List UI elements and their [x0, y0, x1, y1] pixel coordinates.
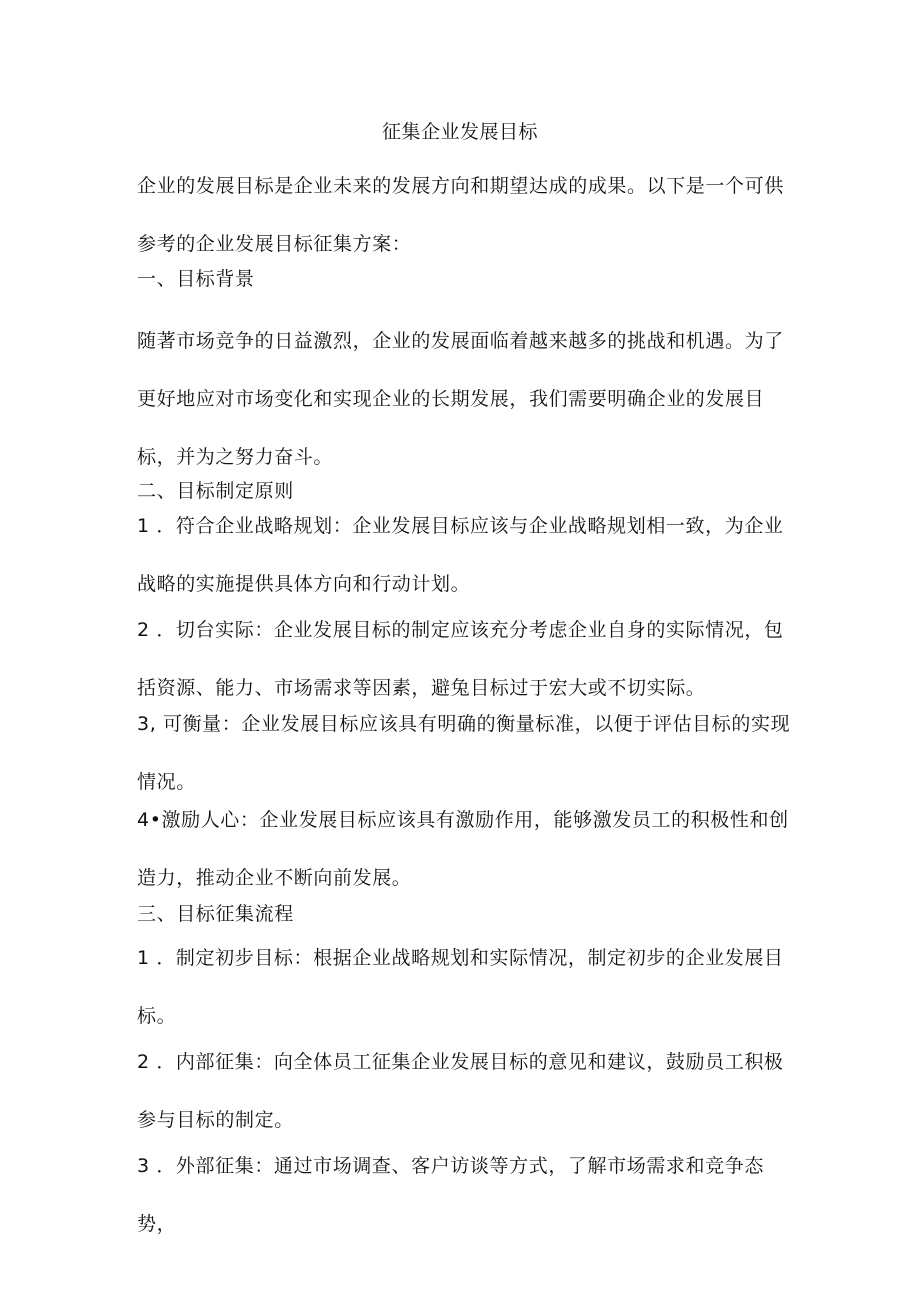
section-heading-process: 三、目标征集流程 [137, 903, 294, 925]
principle-item: 1 ．符合企业战略规划：企业发展目标应该与企业战略规划相一致，为企业战略的实施提供具体方向和行动计划。 [137, 515, 784, 595]
intro-paragraph: 企业的发展目标是企业未来的发展方向和期望达成的成果。以下是一个可供参考的企业发展目标征集方案： [137, 175, 784, 255]
document-title: 征集企业发展目标 [381, 121, 538, 143]
process-item: 3 ．外部征集：通过市场调查、客户访谈等方式，了解市场需求和竞争态势， [137, 1155, 764, 1235]
process-item: 2 ．内部征集：向全体员工征集企业发展目标的意见和建议，鼓励员工积极参与目标的制定。 [137, 1051, 784, 1131]
process-item: 1 ．制定初步目标：根据企业战略规划和实际情况，制定初步的企业发展目标。 [137, 947, 784, 1027]
principle-item: 3, 可衡量：企业发展目标应该具有明确的衡量标准，以便于评估目标的实现情况。 [137, 713, 791, 793]
principle-item: 2 ．切台实际：企业发展目标的制定应该充分考虑企业自身的实际情况，包括资源、能力、市场需求等因素，避兔目标过于宏大或不切实际。 [137, 619, 784, 699]
principle-item: 4•激励人心：企业发展目标应该具有激励作用，能够激发员工的积极性和创造力，推动企业不断向前发展。 [137, 809, 789, 889]
section-heading-principles: 二、目标制定原则 [137, 480, 294, 502]
background-paragraph: 随著市场竞争的日益激烈，企业的发展面临着越来越多的挑战和机遇。为了更好地应对市场变化和实现企业的长期发展，我们需要明确企业的发展目标，并为之努力奋斗。 [137, 330, 784, 468]
section-heading-background: 一、目标背景 [137, 268, 255, 290]
